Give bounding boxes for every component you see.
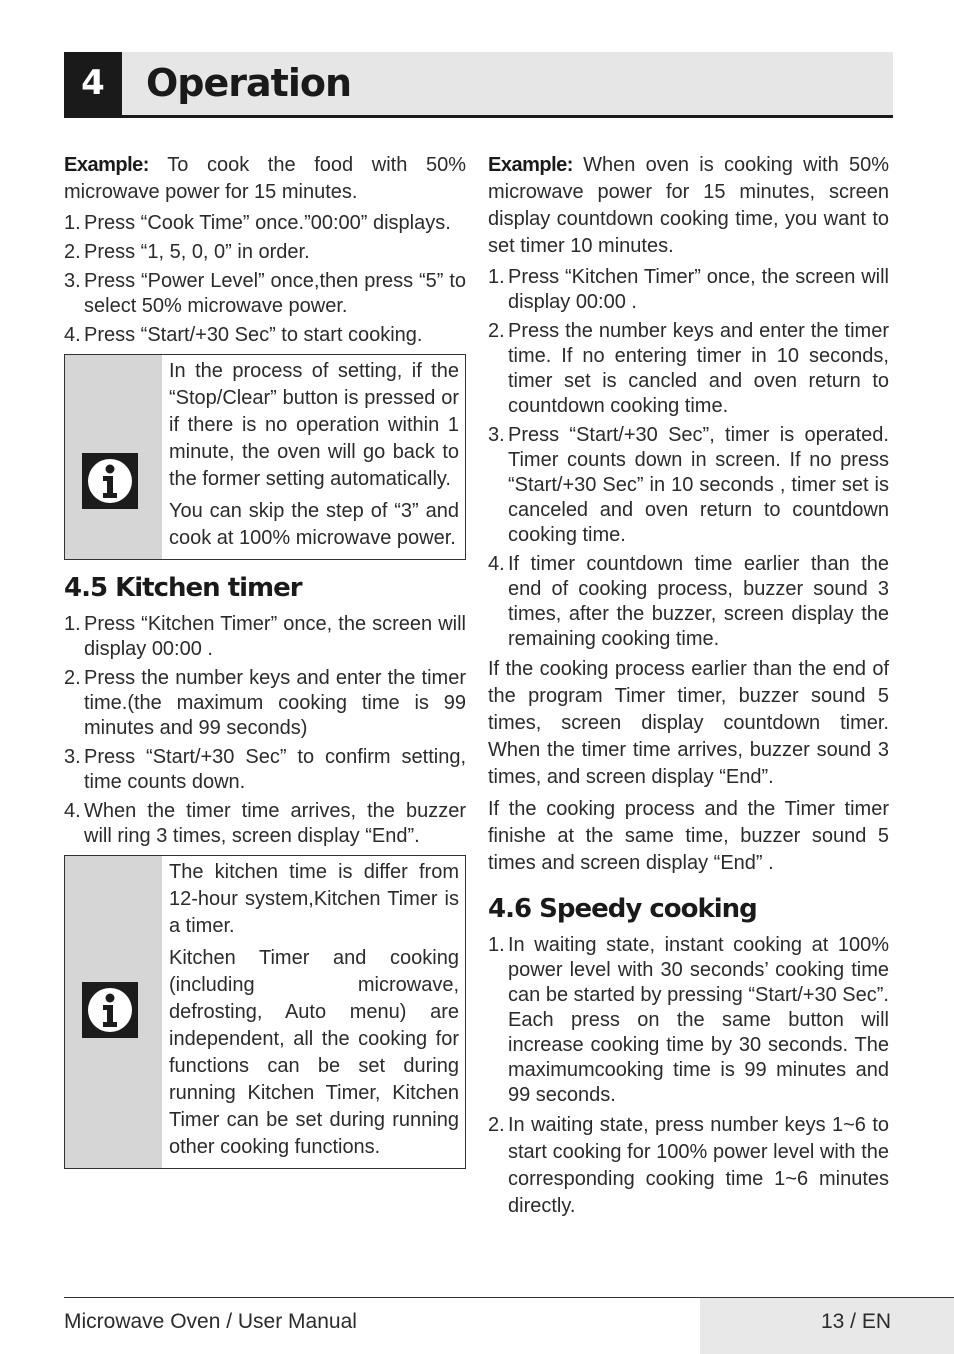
- note-paragraph: Kitchen Timer and cooking (including microwave, defrosting, Auto menu) are independent, all the cooking for functions can be set during running Kitchen Timer, Kitchen Timer can be set during running other cooking functions.: [169, 947, 459, 1158]
- example-lead: Example:: [64, 154, 149, 176]
- body-paragraph: If the cooking process and the Timer timer finishe at the same time, buzzer sound 5 times and screen display “End” .: [488, 798, 889, 874]
- list-number: 3.: [64, 746, 81, 768]
- list-item: [64, 211, 466, 236]
- list-number: 2.: [488, 1114, 505, 1136]
- right-column: [488, 152, 889, 1224]
- list-item: [488, 423, 889, 548]
- list-number: 1.: [488, 934, 505, 956]
- list-item: [488, 265, 889, 315]
- section-heading-speedy-cooking: 4.6 Speedy cooking: [488, 894, 757, 924]
- example-text: When oven is cooking with 50% microwave power for 15 minutes, screen display countdown cooking time, you want to set timer 10 minutes.: [488, 154, 889, 257]
- list-number: 3.: [488, 424, 505, 446]
- list-number: 2.: [64, 241, 81, 263]
- chapter-title: Operation: [146, 61, 352, 105]
- info-icon: [82, 453, 138, 509]
- list-item: [64, 240, 466, 265]
- list-number: 4.: [488, 553, 505, 575]
- list-text: Press the number keys and enter the timer time. If no entering timer in 10 seconds, timer set is cancled and oven return to countdown cooking time.: [508, 320, 889, 417]
- list-number: 1.: [64, 613, 81, 635]
- note-side-panel: [65, 856, 162, 1168]
- example-text: To cook the food with 50% microwave power for 15 minutes.: [64, 154, 466, 203]
- chapter-header: [64, 52, 893, 118]
- list-number: 4.: [64, 800, 81, 822]
- example-paragraph: [64, 152, 466, 206]
- list-item: [488, 933, 889, 1108]
- list-text: Press the number keys and enter the timer time.(the maximum cooking time is 99 minutes and 99 seconds): [84, 667, 466, 739]
- list-number: 1.: [488, 266, 505, 288]
- list-item: [64, 323, 466, 348]
- info-icon: [82, 982, 138, 1038]
- list-item: [488, 552, 889, 652]
- page-number: 13 / EN: [820, 1310, 891, 1333]
- list-item: [64, 269, 466, 319]
- kitchen-timer-steps-list: [64, 612, 466, 849]
- example-lead: Example:: [488, 154, 573, 176]
- list-text: In waiting state, press number keys 1~6 to start cooking for 100% power level with the corresponding cooking time 1~6 minutes directly.: [508, 1114, 889, 1217]
- list-number: 2.: [64, 667, 81, 689]
- left-column: [64, 152, 466, 1177]
- note-content: [162, 355, 465, 559]
- list-text: Press “Kitchen Timer” once, the screen will display 00:00 .: [508, 266, 889, 313]
- chapter-number: 4: [64, 52, 122, 115]
- list-text: Press “Start/+30 Sec” to start cooking.: [84, 324, 423, 346]
- cook-steps-list: [64, 211, 466, 348]
- note-paragraph: In the process of setting, if the “Stop/Clear” button is pressed or if there is no operation within 1 minute, the oven will go back to the former setting automatically.: [169, 360, 459, 490]
- list-text: If timer countdown time earlier than the end of cooking process, buzzer sound 3 times, after the buzzer, screen display the remaining cooking time.: [508, 553, 889, 650]
- note-side-panel: [65, 355, 162, 559]
- list-item: [64, 612, 466, 662]
- list-text: Press “Start/+30 Sec”, timer is operated. Timer counts down in screen. If no press “Start/+30 Sec” in 10 seconds , timer set is canceled and oven return to countdown cooking time.: [508, 424, 889, 546]
- speedy-cooking-steps-list: [488, 933, 889, 1220]
- list-text: Press “Cook Time” once.”00:00” displays.: [84, 212, 451, 234]
- list-number: 4.: [64, 324, 81, 346]
- example-paragraph: [488, 152, 889, 260]
- list-text: Press “Kitchen Timer” once, the screen will display 00:00 .: [84, 613, 466, 660]
- note-content: [162, 856, 465, 1168]
- list-text: Press “Start/+30 Sec” to confirm setting, time counts down.: [84, 746, 466, 793]
- list-item: [488, 1112, 889, 1220]
- note-paragraph: You can skip the step of “3” and cook at 100% microwave power.: [169, 500, 459, 549]
- list-text: In waiting state, instant cooking at 100% power level with 30 seconds’ cooking time can be started by pressing “Start/+30 Sec”. Each press on the same button will increase cooking time by 30 seconds. The maximumcooking time is 99 minutes and 99 seconds.: [508, 934, 889, 1106]
- list-text: Press “1, 5, 0, 0” in order.: [84, 241, 310, 263]
- list-number: 1.: [64, 212, 81, 234]
- list-item: [488, 319, 889, 419]
- note-paragraph: The kitchen time is differ from 12-hour system,Kitchen Timer is a timer.: [169, 861, 459, 937]
- body-paragraph: If the cooking process earlier than the end of the program Timer timer, buzzer sound 5 times, screen display countdown timer. When the timer time arrives, buzzer sound 3 times, and screen display “End”.: [488, 658, 889, 788]
- list-item: [64, 745, 466, 795]
- list-text: Press “Power Level” once,then press “5” to select 50% microwave power.: [84, 270, 466, 317]
- note-box: [64, 855, 466, 1169]
- note-box: [64, 354, 466, 560]
- list-text: When the timer time arrives, the buzzer will ring 3 times, screen display “End”.: [84, 800, 466, 847]
- list-number: 3.: [64, 270, 81, 292]
- list-item: [64, 666, 466, 741]
- list-item: [64, 799, 466, 849]
- timer-during-cooking-steps-list: [488, 265, 889, 652]
- section-heading-kitchen-timer: 4.5 Kitchen timer: [64, 573, 302, 603]
- list-number: 2.: [488, 320, 505, 342]
- footer-title: Microwave Oven / User Manual: [64, 1310, 357, 1333]
